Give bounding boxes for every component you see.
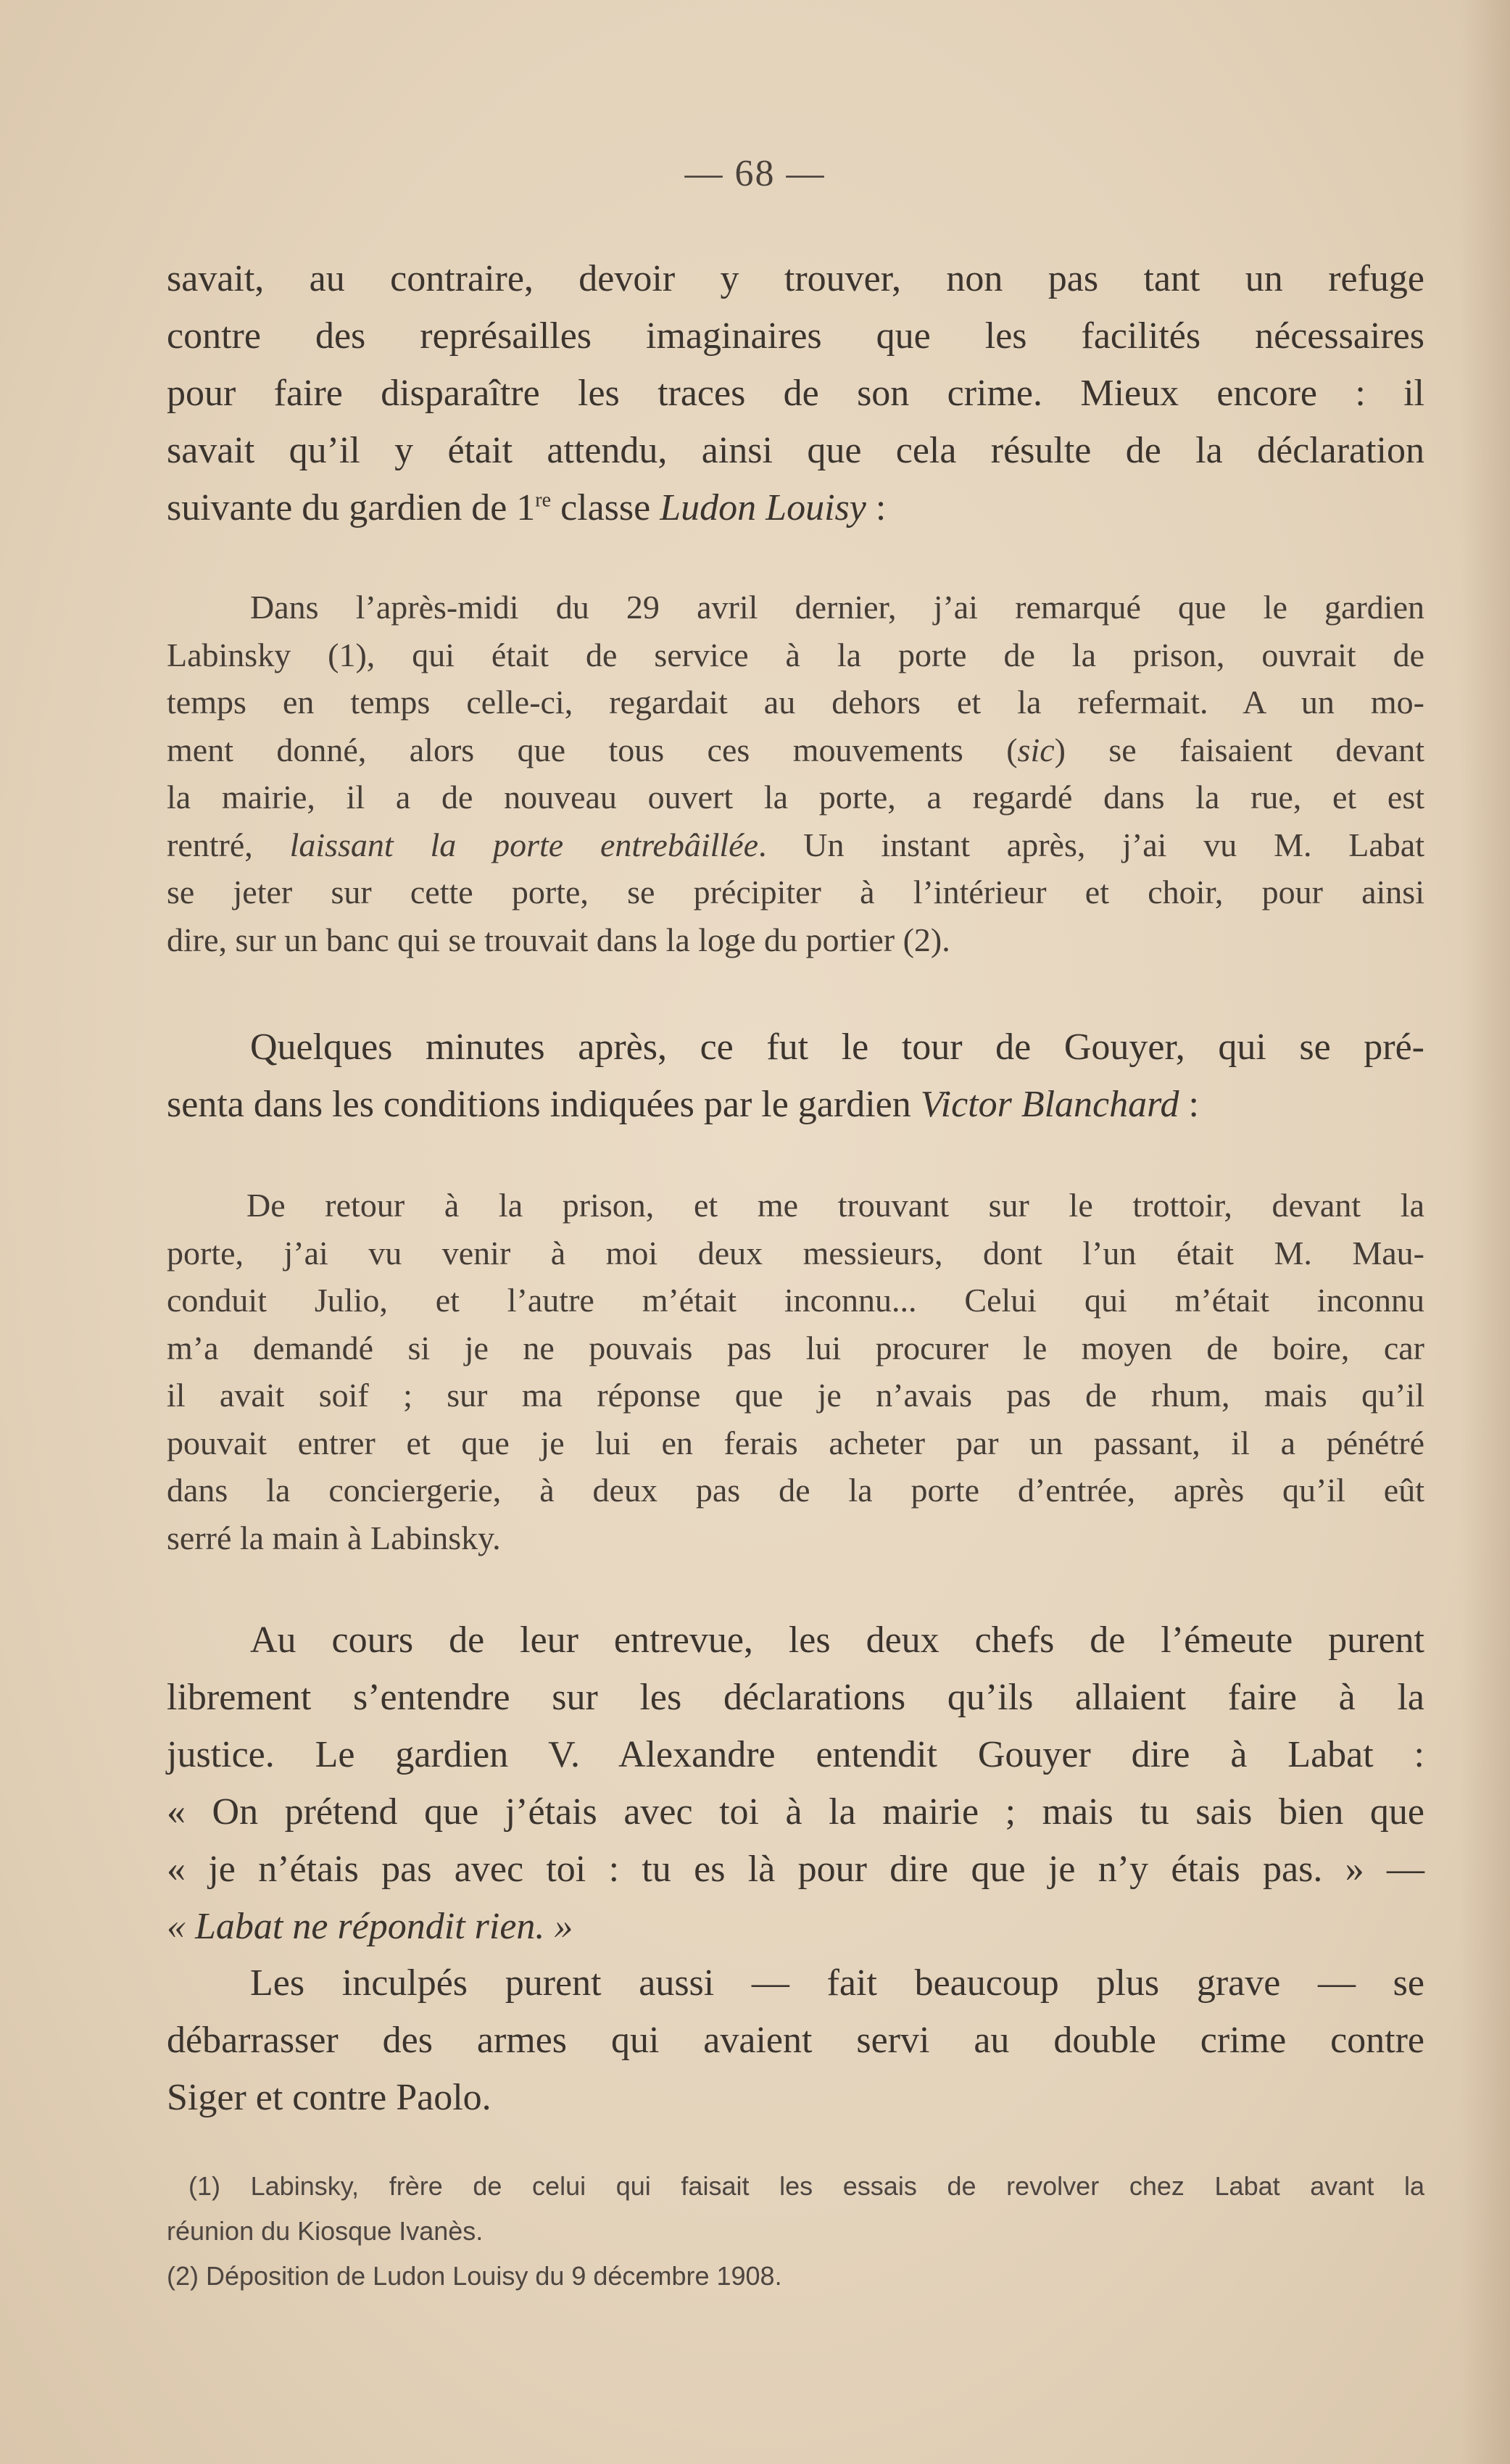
text-line: Labinsky (1), qui était de service à la porte de la prison, ouvrait de	[167, 636, 1424, 673]
text-run: . Un instant après, j’ai vu M. Labat	[758, 826, 1424, 863]
text-line: pouvait entrer et que je lui en ferais acheter par un passant, il a pénétré	[167, 1424, 1424, 1461]
text-line: se jeter sur cette porte, se précipiter à l’intérieur et choir, pour ainsi	[167, 874, 1424, 910]
text-line: conduit Julio, et l’autre m’était inconnu... Celui qui m’était inconnu	[167, 1282, 1424, 1319]
footnotes	[167, 2164, 1424, 2299]
paragraph-2	[167, 1019, 1424, 1133]
ordinal-suffix: re	[535, 489, 552, 512]
quote-1	[167, 584, 1424, 963]
text-run: classe	[551, 487, 660, 528]
text-line	[167, 479, 1424, 536]
text-line	[167, 821, 1424, 869]
text-line: dire, sur un banc qui se trouvait dans la loge du portier (2).	[167, 921, 950, 958]
text-run: suivante du gardien de	[167, 487, 517, 528]
paragraph-3	[167, 1611, 1424, 1955]
witness-name: Victor Blanchard	[920, 1084, 1179, 1125]
paragraph-1	[167, 250, 1424, 536]
text-line: m’a demandé si je ne pouvais pas lui procurer le moyen de boire, car	[167, 1329, 1424, 1366]
text-line: débarrasser des armes qui avaient servi au double crime contre	[167, 2020, 1424, 2061]
text-line: temps en temps celle-ci, regardait au dehors et la refermait. A un mo-	[167, 684, 1424, 721]
sic-marker: sic	[1017, 731, 1055, 768]
text-line: librement s’entendre sur les déclarations qu’ils allaient faire à la	[167, 1677, 1424, 1718]
text-line: la mairie, il a de nouveau ouvert la porte, a regardé dans la rue, et est	[167, 779, 1424, 816]
text-line: De retour à la prison, et me trouvant sur le trottoir, devant la	[246, 1187, 1424, 1224]
text-line: savait, au contraire, devoir y trouver, non pas tant un refuge	[167, 258, 1424, 299]
footnote-1-continuation: réunion du Kiosque Ivanès.	[167, 2216, 484, 2246]
text-run: :	[866, 487, 887, 528]
quote-2	[167, 1182, 1424, 1561]
text-line: contre des représailles imaginaires que les facilités nécessaires	[167, 315, 1424, 357]
text-line	[167, 1076, 1424, 1133]
text-run: rentré,	[167, 826, 290, 863]
text-run: senta dans les conditions indiquées par le gardien	[167, 1084, 921, 1125]
text-line: Au cours de leur entrevue, les deux chefs de l’émeute purent	[250, 1619, 1424, 1661]
witness-name: Ludon Louisy	[660, 487, 866, 528]
text-line: serré la main à Labinsky.	[167, 1519, 501, 1556]
text-run: ment donné, alors que tous ces mouvements (	[167, 731, 1018, 768]
text-line: Les inculpés purent aussi — fait beaucoup plus grave — se	[250, 1962, 1424, 2004]
footnote-2: (2) Déposition de Ludon Louisy du 9 décembre 1908.	[167, 2261, 782, 2291]
text-line: « On prétend que j’étais avec toi à la mairie ; mais tu sais bien que	[167, 1791, 1424, 1833]
ordinal-number: 1	[516, 487, 536, 528]
text-line	[167, 726, 1424, 774]
text-line: justice. Le gardien V. Alexandre entendit Gouyer dire à Labat :	[167, 1734, 1424, 1775]
text-line: pour faire disparaître les traces de son crime. Mieux encore : il	[167, 373, 1424, 414]
text-run: :	[1179, 1084, 1199, 1125]
text-line: Quelques minutes après, ce fut le tour de Gouyer, qui se pré-	[250, 1026, 1424, 1068]
text-line: Dans l’après-midi du 29 avril dernier, j’ai remarqué que le gardien	[250, 589, 1424, 626]
text-line: Siger et contre Paolo.	[167, 2077, 491, 2118]
text-line: « je n’étais pas avec toi : tu es là pour dire que je n’y étais pas. » —	[167, 1849, 1424, 1890]
text-run: ) se faisaient devant	[1054, 731, 1425, 768]
paragraph-4	[167, 1954, 1424, 2126]
text-line: il avait soif ; sur ma réponse que je n’avais pas de rhum, mais qu’il	[167, 1377, 1424, 1414]
text-line: « Labat ne répondit rien. »	[167, 1906, 573, 1947]
text-line: dans la conciergerie, à deux pas de la porte d’entrée, après qu’il eût	[167, 1472, 1424, 1509]
page-number: — 68 —	[684, 153, 826, 194]
text-line: savait qu’il y était attendu, ainsi que cela résulte de la déclaration	[167, 430, 1424, 471]
italic-emphasis: laissant la porte entrebâillée	[289, 826, 758, 863]
page-spine-shadow	[1459, 0, 1510, 2464]
footnote-1: (1) Labinsky, frère de celui qui faisait les essais de revolver chez Labat avant la	[188, 2171, 1424, 2201]
text-line: porte, j’ai vu venir à moi deux messieurs, dont l’un était M. Mau-	[167, 1234, 1424, 1272]
